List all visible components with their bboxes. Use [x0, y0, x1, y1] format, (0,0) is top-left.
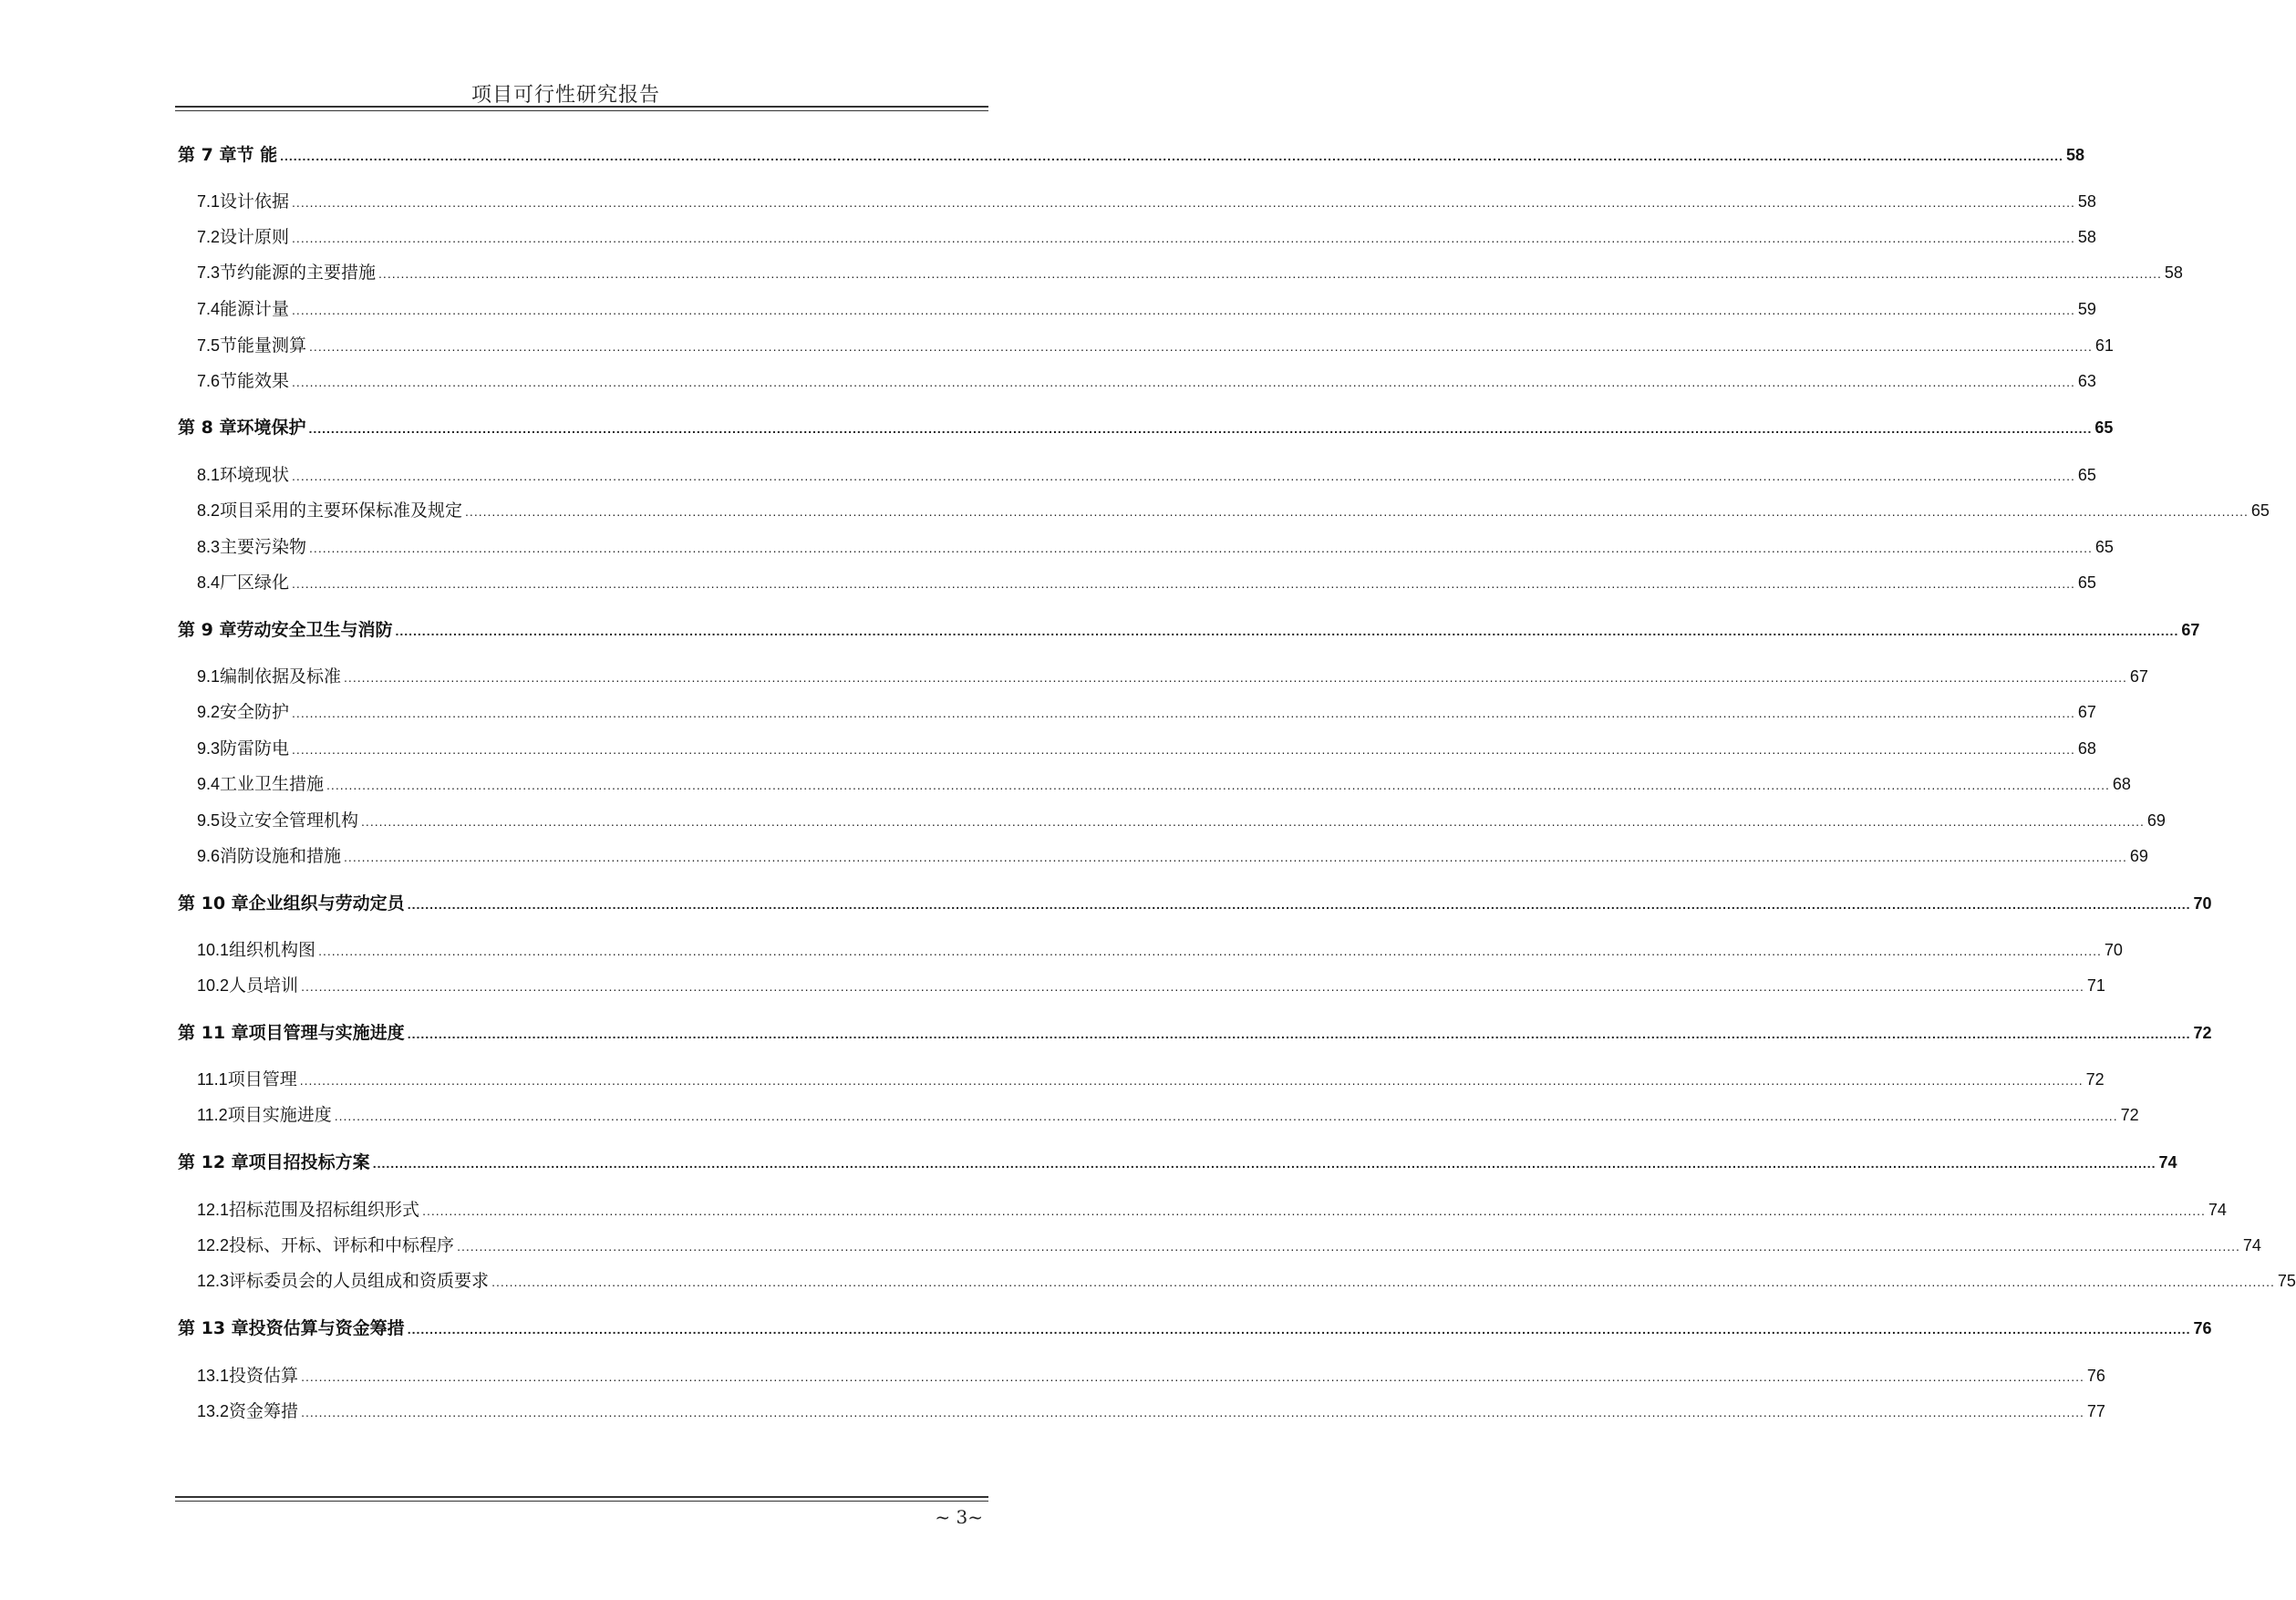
- toc-entry-title: 设计依据: [220, 191, 290, 212]
- toc-entry-page: 67: [2181, 621, 2200, 639]
- toc-dot-leader: ................................................................................................................................................................................................................................................................................................................................................................................................................: [334, 1109, 2118, 1123]
- toc-dot-leader: ................................................................................................................................................................................................................................................................................................................................................................................................................: [407, 1027, 2191, 1041]
- toc-section-entry[interactable]: [178, 1398, 2105, 1425]
- toc-entry-title: 环境保护: [236, 418, 306, 438]
- toc-entry-title: 项目管理与实施进度: [248, 1023, 405, 1043]
- toc-entry-number: 8.1: [197, 466, 221, 484]
- toc-section-entry[interactable]: [178, 259, 2183, 286]
- toc-chapter-entry[interactable]: [178, 141, 2084, 169]
- toc-entry-number: 9.2: [197, 703, 221, 721]
- toc-entry-title: 消防设施和措施: [220, 846, 342, 866]
- toc-entry-title: 人员培训: [229, 975, 299, 996]
- toc-entry-title: 组织机构图: [229, 940, 316, 960]
- toc-entry-title: 安全防护: [220, 702, 290, 722]
- toc-entry-title: 资金筹措: [229, 1401, 299, 1421]
- toc-entry-title: 节 能: [236, 145, 278, 165]
- toc-section-entry[interactable]: [178, 332, 2114, 359]
- toc-entry-number: 7.3: [197, 263, 221, 282]
- toc-entry-number: 12.1: [197, 1201, 230, 1219]
- toc-section-entry[interactable]: [178, 1362, 2105, 1389]
- toc-entry-number: 7.6: [197, 372, 221, 390]
- toc-dot-leader: ................................................................................................................................................................................................................................................................................................................................................................................................................: [301, 1405, 2084, 1419]
- toc-entry-title: 项目实施进度: [227, 1105, 332, 1125]
- toc-entry-title: 项目招投标方案: [248, 1152, 370, 1172]
- toc-entry-page: 72: [2120, 1106, 2139, 1124]
- toc-entry-number: 13.2: [197, 1402, 230, 1420]
- toc-dot-leader: ................................................................................................................................................................................................................................................................................................................................................................................................................: [407, 897, 2191, 912]
- toc-section-entry[interactable]: [178, 770, 2131, 798]
- toc-dot-leader: ................................................................................................................................................................................................................................................................................................................................................................................................................: [326, 778, 2110, 792]
- toc-entry-page: 70: [2193, 894, 2212, 913]
- toc-entry-number: 8.3: [197, 538, 221, 556]
- footer-rule-thin: [175, 1501, 988, 1502]
- toc-entry-title: 节能量测算: [220, 335, 307, 356]
- toc-entry-title: 厂区绿化: [220, 573, 290, 593]
- toc-entry-page: 72: [2193, 1024, 2212, 1042]
- toc-entry-title: 设计原则: [220, 227, 290, 247]
- toc-entry-number: 9.4: [197, 775, 221, 793]
- toc-dot-leader: ................................................................................................................................................................................................................................................................................................................................................................................................................: [292, 742, 2075, 757]
- toc-dot-leader: ................................................................................................................................................................................................................................................................................................................................................................................................................: [395, 624, 2179, 638]
- toc-entry-page: 77: [2086, 1402, 2105, 1420]
- toc-entry-number: 7.4: [197, 300, 221, 318]
- toc-entry-page: 75: [2277, 1272, 2296, 1290]
- toc-section-entry[interactable]: [178, 936, 2123, 964]
- toc-entry-page: 69: [2146, 811, 2166, 830]
- toc-dot-leader: ................................................................................................................................................................................................................................................................................................................................................................................................................: [465, 504, 2249, 519]
- toc-entry-title: 项目采用的主要环保标准及规定: [220, 501, 463, 521]
- toc-entry-page: 65: [2094, 418, 2114, 437]
- toc-dot-leader: ................................................................................................................................................................................................................................................................................................................................................................................................................: [407, 1322, 2191, 1337]
- toc-dot-leader: ................................................................................................................................................................................................................................................................................................................................................................................................................: [301, 1369, 2084, 1384]
- toc-dot-leader: ................................................................................................................................................................................................................................................................................................................................................................................................................: [292, 303, 2075, 317]
- toc-section-entry[interactable]: [178, 295, 2096, 323]
- toc-dot-leader: ................................................................................................................................................................................................................................................................................................................................................................................................................: [344, 850, 2127, 864]
- toc-entry-page: 58: [2164, 263, 2183, 282]
- toc-entry-page: 76: [2086, 1367, 2105, 1385]
- toc-entry-page: 65: [2094, 538, 2114, 556]
- toc-entry-page: 74: [2242, 1236, 2261, 1254]
- header-rule-thick: [175, 106, 988, 108]
- toc-entry-number: 9.5: [197, 811, 221, 830]
- toc-entry-number: 第 7 章: [178, 145, 237, 165]
- toc-chapter-entry[interactable]: [178, 414, 2114, 441]
- toc-entry-number: 8.4: [197, 573, 221, 592]
- toc-entry-page: 65: [2077, 573, 2096, 592]
- toc-entry-title: 节能效果: [220, 371, 290, 391]
- toc-entry-title: 项目管理: [227, 1069, 297, 1089]
- toc-entry-page: 71: [2086, 976, 2105, 995]
- toc-entry-number: 10.2: [197, 976, 230, 995]
- toc-entry-page: 67: [2077, 703, 2096, 721]
- toc-entry-number: 第 11 章: [178, 1023, 249, 1043]
- toc-dot-leader: ................................................................................................................................................................................................................................................................................................................................................................................................................: [292, 576, 2075, 591]
- toc-entry-page: 69: [2129, 847, 2148, 865]
- toc-section-entry[interactable]: [178, 497, 2270, 524]
- page-header-title: 项目可行性研究报告: [471, 84, 660, 107]
- toc-entry-page: 70: [2104, 941, 2123, 959]
- toc-entry-number: 10.1: [197, 941, 230, 959]
- toc-entry-title: 主要污染物: [220, 537, 307, 557]
- toc-entry-page: 58: [2077, 192, 2096, 211]
- toc-section-entry[interactable]: [178, 223, 2096, 251]
- page-number: ~ 3~: [935, 1506, 983, 1528]
- toc-section-entry[interactable]: [178, 807, 2166, 834]
- toc-entry-title: 投标、开标、评标和中标程序: [229, 1235, 455, 1255]
- toc-section-entry[interactable]: [178, 735, 2096, 762]
- toc-entry-page: 65: [2077, 466, 2096, 484]
- toc-dot-leader: ................................................................................................................................................................................................................................................................................................................................................................................................................: [292, 469, 2075, 483]
- toc-entry-page: 58: [2077, 228, 2096, 246]
- toc-entry-title: 投资估算: [229, 1366, 299, 1386]
- toc-dot-leader: ................................................................................................................................................................................................................................................................................................................................................................................................................: [292, 706, 2075, 720]
- toc-dot-leader: ................................................................................................................................................................................................................................................................................................................................................................................................................: [372, 1156, 2156, 1171]
- toc-section-entry[interactable]: [178, 1101, 2139, 1129]
- toc-section-entry[interactable]: [178, 188, 2096, 215]
- toc-entry-number: 7.1: [197, 192, 221, 211]
- toc-entry-page: 74: [2208, 1201, 2227, 1219]
- toc-entry-number: 第 12 章: [178, 1152, 249, 1172]
- toc-entry-page: 58: [2065, 146, 2084, 164]
- toc-chapter-entry[interactable]: [178, 1019, 2212, 1047]
- toc-entry-number: 13.1: [197, 1367, 230, 1385]
- toc-entry-page: 74: [2158, 1153, 2177, 1172]
- toc-entry-title: 能源计量: [220, 299, 290, 319]
- toc-entry-page: 72: [2085, 1070, 2105, 1089]
- toc-entry-page: 59: [2077, 300, 2096, 318]
- toc-dot-leader: ................................................................................................................................................................................................................................................................................................................................................................................................................: [299, 1073, 2084, 1088]
- toc-entry-number: 7.2: [197, 228, 221, 246]
- toc-entry-title: 防雷防电: [220, 738, 290, 759]
- toc-entry-page: 65: [2250, 501, 2270, 520]
- toc-entry-number: 12.2: [197, 1236, 230, 1254]
- toc-dot-leader: ................................................................................................................................................................................................................................................................................................................................................................................................................: [309, 339, 2093, 354]
- toc-chapter-entry[interactable]: [178, 890, 2212, 917]
- toc-entry-title: 设立安全管理机构: [220, 810, 359, 831]
- toc-section-entry[interactable]: [178, 698, 2096, 726]
- toc-dot-leader: ................................................................................................................................................................................................................................................................................................................................................................................................................: [292, 195, 2075, 210]
- toc-section-entry[interactable]: [178, 1196, 2227, 1223]
- toc-entry-number: 12.3: [197, 1272, 230, 1290]
- toc-dot-leader: ................................................................................................................................................................................................................................................................................................................................................................................................................: [422, 1203, 2206, 1218]
- toc-entry-number: 9.1: [197, 667, 221, 686]
- toc-entry-number: 7.5: [197, 336, 221, 355]
- toc-entry-page: 68: [2077, 739, 2096, 758]
- toc-entry-title: 节约能源的主要措施: [220, 263, 377, 283]
- toc-chapter-entry[interactable]: [178, 616, 2200, 644]
- toc-entry-title: 劳动安全卫生与消防: [236, 620, 393, 640]
- toc-entry-number: 第 8 章: [178, 418, 237, 438]
- toc-entry-title: 招标范围及招标组织形式: [229, 1200, 420, 1220]
- toc-entry-number: 9.3: [197, 739, 221, 758]
- toc-entry-number: 8.2: [197, 501, 221, 520]
- toc-entry-title: 编制依据及标准: [220, 666, 342, 686]
- toc-section-entry[interactable]: [178, 533, 2114, 561]
- toc-section-entry[interactable]: [178, 461, 2096, 489]
- toc-dot-leader: ................................................................................................................................................................................................................................................................................................................................................................................................................: [378, 266, 2162, 281]
- toc-entry-page: 61: [2094, 336, 2114, 355]
- toc-entry-number: 11.2: [197, 1106, 228, 1124]
- toc-section-entry[interactable]: [178, 1232, 2261, 1259]
- toc-dot-leader: ................................................................................................................................................................................................................................................................................................................................................................................................................: [309, 541, 2093, 555]
- toc-section-entry[interactable]: [178, 569, 2096, 596]
- toc-entry-number: 9.6: [197, 847, 221, 865]
- toc-dot-leader: ................................................................................................................................................................................................................................................................................................................................................................................................................: [280, 149, 2063, 163]
- toc-dot-leader: ................................................................................................................................................................................................................................................................................................................................................................................................................: [308, 421, 2093, 436]
- toc-dot-leader: ................................................................................................................................................................................................................................................................................................................................................................................................................: [301, 979, 2084, 994]
- header-rule-thin: [175, 110, 988, 111]
- footer-rule-thick: [175, 1496, 988, 1498]
- toc-entry-page: 63: [2077, 372, 2096, 390]
- toc-entry-number: 第 10 章: [178, 893, 249, 914]
- toc-entry-page: 68: [2112, 775, 2131, 793]
- toc-entry-page: 67: [2129, 667, 2148, 686]
- toc-section-entry[interactable]: [178, 842, 2148, 870]
- toc-entry-title: 投资估算与资金筹措: [248, 1318, 405, 1338]
- toc-dot-leader: ................................................................................................................................................................................................................................................................................................................................................................................................................: [457, 1239, 2240, 1254]
- toc-entry-title: 企业组织与劳动定员: [248, 893, 405, 914]
- toc-chapter-entry[interactable]: [178, 1149, 2177, 1176]
- toc-entry-title: 工业卫生措施: [220, 774, 325, 794]
- toc-chapter-entry[interactable]: [178, 1315, 2212, 1342]
- toc-section-entry[interactable]: [178, 1066, 2105, 1093]
- toc-section-entry[interactable]: [178, 1267, 2296, 1295]
- toc-entry-number: 11.1: [197, 1070, 228, 1089]
- toc-dot-leader: ................................................................................................................................................................................................................................................................................................................................................................................................................: [361, 814, 2145, 829]
- toc-entry-title: 环境现状: [220, 465, 290, 485]
- toc-dot-leader: ................................................................................................................................................................................................................................................................................................................................................................................................................: [292, 375, 2075, 389]
- toc-entry-title: 评标委员会的人员组成和资质要求: [229, 1271, 490, 1291]
- toc-dot-leader: ................................................................................................................................................................................................................................................................................................................................................................................................................: [292, 231, 2075, 245]
- toc-entry-number: 第 13 章: [178, 1318, 249, 1338]
- toc-dot-leader: ................................................................................................................................................................................................................................................................................................................................................................................................................: [318, 944, 2102, 958]
- toc-section-entry[interactable]: [178, 972, 2105, 999]
- toc-section-entry[interactable]: [178, 663, 2148, 690]
- toc-dot-leader: ................................................................................................................................................................................................................................................................................................................................................................................................................: [491, 1275, 2275, 1289]
- toc-entry-number: 第 9 章: [178, 620, 237, 640]
- toc-dot-leader: ................................................................................................................................................................................................................................................................................................................................................................................................................: [344, 670, 2127, 685]
- toc-entry-page: 76: [2193, 1319, 2212, 1337]
- toc-section-entry[interactable]: [178, 367, 2096, 395]
